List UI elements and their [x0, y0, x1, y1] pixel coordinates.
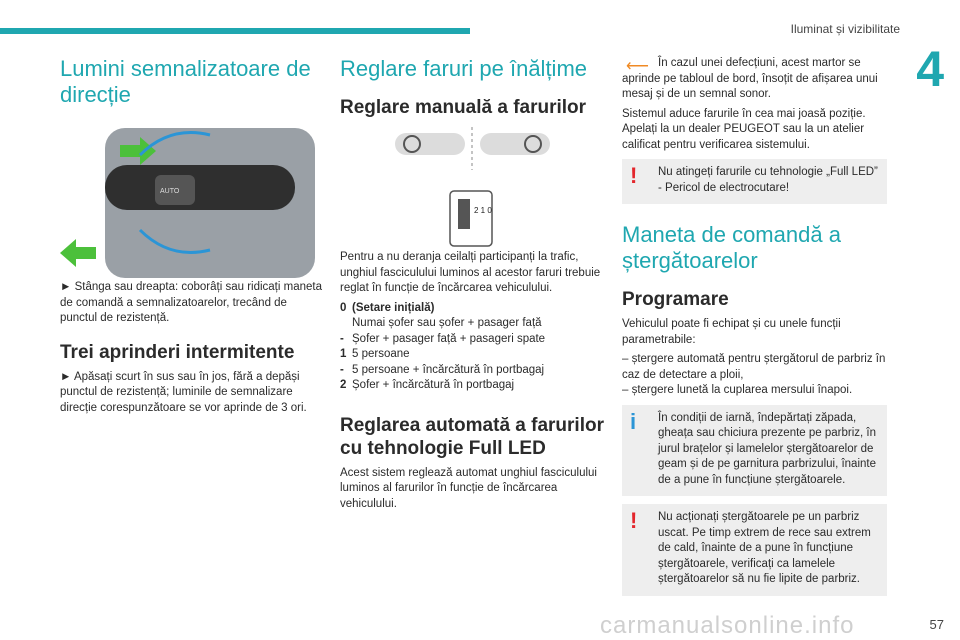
list-item: - Șofer + pasager față + pasageri spate — [340, 332, 546, 345]
auto-adjust-heading: Reglarea automată a farurilor cu tehnologie Full LED — [340, 414, 604, 459]
list-item: Numai șofer sau șofer + pasager față — [352, 317, 542, 329]
fault-note-text: În cazul unei defecțiuni, acest martor se aprinde pe tabloul de bord, însoțit de afișarea unui mesaj și de un semnal sonor. — [622, 57, 878, 100]
programming-bullet: – ștergere lunetă la cuplarea mersului înapoi. — [622, 384, 853, 396]
programming-text: Vehiculul poate fi echipat și cu unele funcții parametrabile: — [622, 318, 841, 346]
warning-full-led-text: Nu atingeți farurile cu tehnologie „Full LED” - Pericol de electrocutare! — [658, 166, 878, 194]
info-winter — [622, 405, 887, 497]
section-title: Iluminat și vizibilitate — [790, 22, 900, 36]
turn-signals-instruction: ► Stânga sau dreapta: coborâți sau ridicați maneta de comandă a semnalizatoarelor, trecând de punctul de rezistență. — [60, 281, 322, 324]
programming-bullet: – ștergere automată pentru ștergătorul de parbriz în caz de detectare a ploii, — [622, 353, 886, 381]
exclamation-icon: ! — [630, 163, 638, 188]
stalk-shaft — [105, 165, 295, 210]
headlamp-adjust-title: Reglare faruri pe înălțime — [340, 56, 588, 81]
auto-adjust-text: Acest sistem reglează automat unghiul fasciculului luminos al farurilor în funcție de încărcarea vehiculului. — [340, 466, 597, 510]
column-turn-signals — [60, 56, 325, 420]
thumbwheel-icon — [450, 191, 492, 246]
list-item: 1 5 persoane — [340, 348, 410, 360]
headlamp-diagram — [340, 125, 605, 250]
chapter-number: 4 — [916, 41, 944, 97]
wheel-scale: 2 1 0 — [474, 206, 492, 215]
programming-heading: Programare — [622, 289, 729, 310]
load-settings-list — [340, 301, 605, 394]
list-item: - 5 persoane + încărcătură în portbagaj — [340, 363, 545, 376]
headlamp-fault-note — [622, 56, 887, 103]
three-flashes-heading: Trei aprinderi intermitente — [60, 341, 295, 363]
three-flashes-instruction: ► Apăsați scurt în sus sau în jos, fără a depăși punctul de rezistență; luminile de semnalizare direcție corespunzătoare se vor aprinde de 3 ori. — [60, 370, 307, 414]
warning-dry-windscreen — [622, 504, 887, 596]
exclamation-icon: ! — [630, 508, 638, 533]
list-item: 0 (Setare inițială) — [340, 301, 435, 314]
column-headlamp-adjust — [340, 56, 605, 516]
lamp-left — [395, 133, 465, 155]
manual-adjust-heading: Reglare manuală a farurilor — [340, 97, 587, 118]
stalk-illustration — [60, 120, 325, 280]
turn-signals-title: Lumini semnalizatoare de direcție — [60, 56, 311, 107]
list-item: 2 Șofer + încărcătură în portbagaj — [340, 379, 515, 391]
arrow-left-icon — [60, 239, 96, 267]
info-winter-text: În condiții de iarnă, îndepărtați zăpada, gheața sau chiciura prezente pe parbriz, în jurul brațelor și lamelelor ștergătoarelor de geam și de pe garnitura parbrizului, înainte de a pune în funcțiune ștergătoarele. — [658, 411, 876, 486]
manual-adjust-text: Pentru a nu deranja ceilalți participanți la trafic, unghiul fasciculului luminos al acestor faruri trebuie reglat în funcție de încărcarea vehiculului. — [340, 251, 601, 294]
warning-full-led — [622, 159, 887, 204]
column-wipers — [622, 56, 887, 604]
header-accent-bar — [0, 28, 470, 34]
headlamp-warning-icon: ⟵ — [626, 58, 649, 75]
warning-dry-text: Nu acționați ștergătoarele pe un parbriz uscat. Pe timp extrem de rece sau extrem de cald, înainte de a pune în funcțiune ștergătoarele, verificați ca lamelele ștergătoarelor să nu fie lipite de parbriz. — [658, 511, 871, 585]
lamp-right — [480, 133, 550, 155]
wiper-stalk-title: Maneta de comandă a ștergătoarelor — [622, 222, 841, 273]
page-number: 57 — [929, 617, 944, 632]
watermark: carmanualsonline.info — [600, 612, 855, 639]
auto-label: AUTO — [160, 188, 180, 195]
fault-note-followup: Sistemul aduce farurile în cea mai joasă poziție. Apelați la un dealer PEUGEOT sau la un atelier calificat pentru verificarea sistemului. — [622, 107, 866, 151]
thumbwheel-knob — [458, 199, 470, 229]
info-icon: i — [630, 408, 637, 434]
